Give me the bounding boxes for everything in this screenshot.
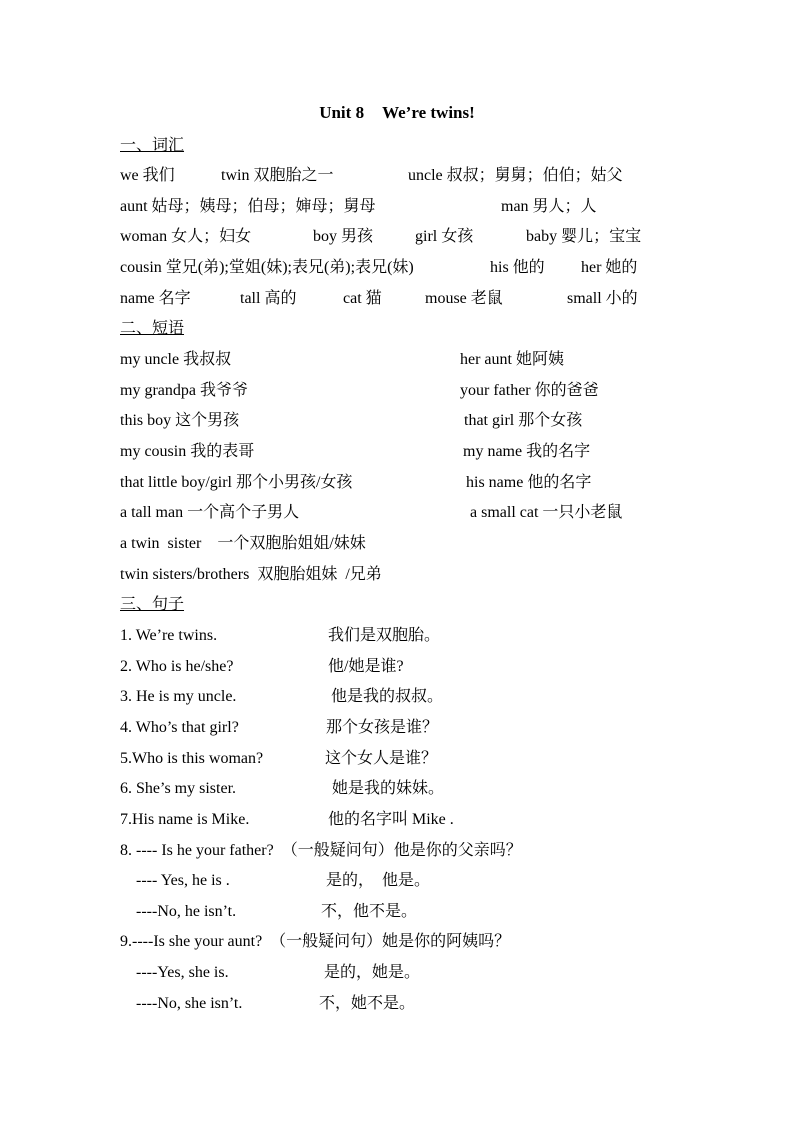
phrase-row [120, 564, 382, 586]
sentence-row [120, 870, 680, 892]
sentence-row [120, 748, 680, 770]
vocab-item: cousin 堂兄(弟);堂姐(妹);表兄(弟);表兄(妹) [120, 259, 414, 276]
sentence-zh: 她是我的妹妹。 [332, 780, 445, 797]
phrase-item: my uncle 我叔叔 [120, 351, 232, 368]
phrases-heading: 二、短语 [120, 320, 185, 337]
unit-label: Unit 8 [319, 103, 365, 122]
vocab-row [120, 165, 680, 187]
sentence-row [120, 840, 522, 862]
sentence-en: 2. Who is he/she? [120, 658, 234, 675]
sentence-row [120, 931, 510, 953]
sentence-en: 7.His name is Mike. [120, 811, 250, 828]
vocab-item: his 他的 [490, 259, 545, 276]
vocab-item: her 她的 [581, 259, 638, 276]
sentence-row [120, 656, 680, 678]
vocab-item: uncle 叔叔；舅舅；伯伯；姑父 [408, 167, 623, 184]
sentence-zh: 他的名字叫 Mike . [328, 811, 454, 828]
sentence-en: ----Yes, she is. [120, 964, 229, 981]
phrase-row [120, 472, 680, 494]
phrase-item: my grandpa 我爷爷 [120, 382, 248, 399]
sentence-en: 5.Who is this woman? [120, 750, 264, 767]
unit-name: We’re twins! [382, 103, 475, 122]
vocab-item: baby 婴儿；宝宝 [526, 228, 642, 245]
vocab-heading: 一、词汇 [120, 137, 185, 154]
phrase-item: this boy 这个男孩 [120, 412, 240, 429]
sentence-zh: 不，她不是。 [319, 995, 416, 1012]
vocab-item: we 我们 [120, 167, 175, 184]
sentence-en: 3. He is my uncle. [120, 688, 237, 705]
phrase-row [120, 410, 680, 432]
phrase-item: my cousin 我的表哥 [120, 443, 255, 460]
sentence-row [120, 686, 680, 708]
vocab-item: woman 女人；妇女 [120, 228, 252, 245]
phrase-item: her aunt 她阿姨 [460, 351, 564, 368]
sentence-en: 6. She’s my sister. [120, 780, 237, 797]
vocab-item: man 男人；人 [501, 198, 597, 215]
vocab-item: girl 女孩 [415, 228, 474, 245]
sentence-full: 9.----Is she your aunt? （一般疑问句）她是你的阿姨吗？ [120, 933, 511, 950]
vocab-row [120, 196, 680, 218]
sentence-en: ----No, he isn’t. [120, 903, 237, 920]
sentence-row [120, 625, 680, 647]
phrase-row [120, 533, 366, 555]
phrase-row [120, 441, 680, 463]
sentence-row [120, 962, 680, 984]
phrase-item: that girl 那个女孩 [464, 412, 583, 429]
sentence-row [120, 809, 680, 831]
page-title [0, 103, 794, 123]
vocab-item: boy 男孩 [313, 228, 374, 245]
vocab-item: mouse 老鼠 [425, 290, 503, 307]
phrase-item: your father 你的爸爸 [460, 382, 599, 399]
sentence-en: ---- Yes, he is . [120, 872, 230, 889]
phrase-item: my name 我的名字 [463, 443, 591, 460]
phrase-row [120, 502, 680, 524]
sentence-en: ----No, she isn’t. [120, 995, 243, 1012]
phrase-item: that little boy/girl 那个小男孩/女孩 [120, 474, 353, 491]
sentence-en: 1. We’re twins. [120, 627, 218, 644]
sentence-zh: 是的，她是。 [324, 964, 421, 981]
vocab-row [120, 226, 680, 248]
sentence-row [120, 901, 680, 923]
sentence-en: 4. Who’s that girl? [120, 719, 239, 736]
sentence-zh: 这个女人是谁？ [325, 750, 438, 767]
sentence-row [120, 993, 680, 1015]
phrase-row [120, 349, 680, 371]
sentence-zh: 那个女孩是谁？ [326, 719, 439, 736]
vocab-row [120, 288, 680, 310]
phrase-item: a tall man 一个高个子男人 [120, 504, 300, 521]
phrase-item: twin sisters/brothers 双胞胎姐妹 /兄弟 [120, 566, 382, 583]
vocab-item: cat 猫 [343, 290, 382, 307]
sentence-row [120, 717, 680, 739]
sentence-full: 8. ---- Is he your father? （一般疑问句）他是你的父亲吗？ [120, 842, 522, 859]
sentence-zh: 他/她是谁? [328, 658, 404, 675]
vocab-item: name 名字 [120, 290, 191, 307]
phrase-item: a small cat 一只小老鼠 [470, 504, 623, 521]
sentence-zh: 他是我的叔叔。 [331, 688, 444, 705]
vocab-item: tall 高的 [240, 290, 297, 307]
vocab-row [120, 257, 680, 279]
vocab-item: twin 双胞胎之一 [221, 167, 334, 184]
vocab-item: small 小的 [567, 290, 638, 307]
sentence-zh: 不，他不是。 [321, 903, 418, 920]
vocab-item: aunt 姑母；姨母；伯母；婶母；舅母 [120, 198, 376, 215]
sentences-heading: 三、句子 [120, 596, 185, 613]
sentence-row [120, 778, 680, 800]
sentence-zh: 我们是双胞胎。 [328, 627, 441, 644]
sentence-zh: 是的， 他是。 [326, 872, 431, 889]
phrase-item: his name 他的名字 [466, 474, 592, 491]
phrase-item: a twin sister 一个双胞胎姐姐/妹妹 [120, 535, 366, 552]
phrase-row [120, 380, 680, 402]
